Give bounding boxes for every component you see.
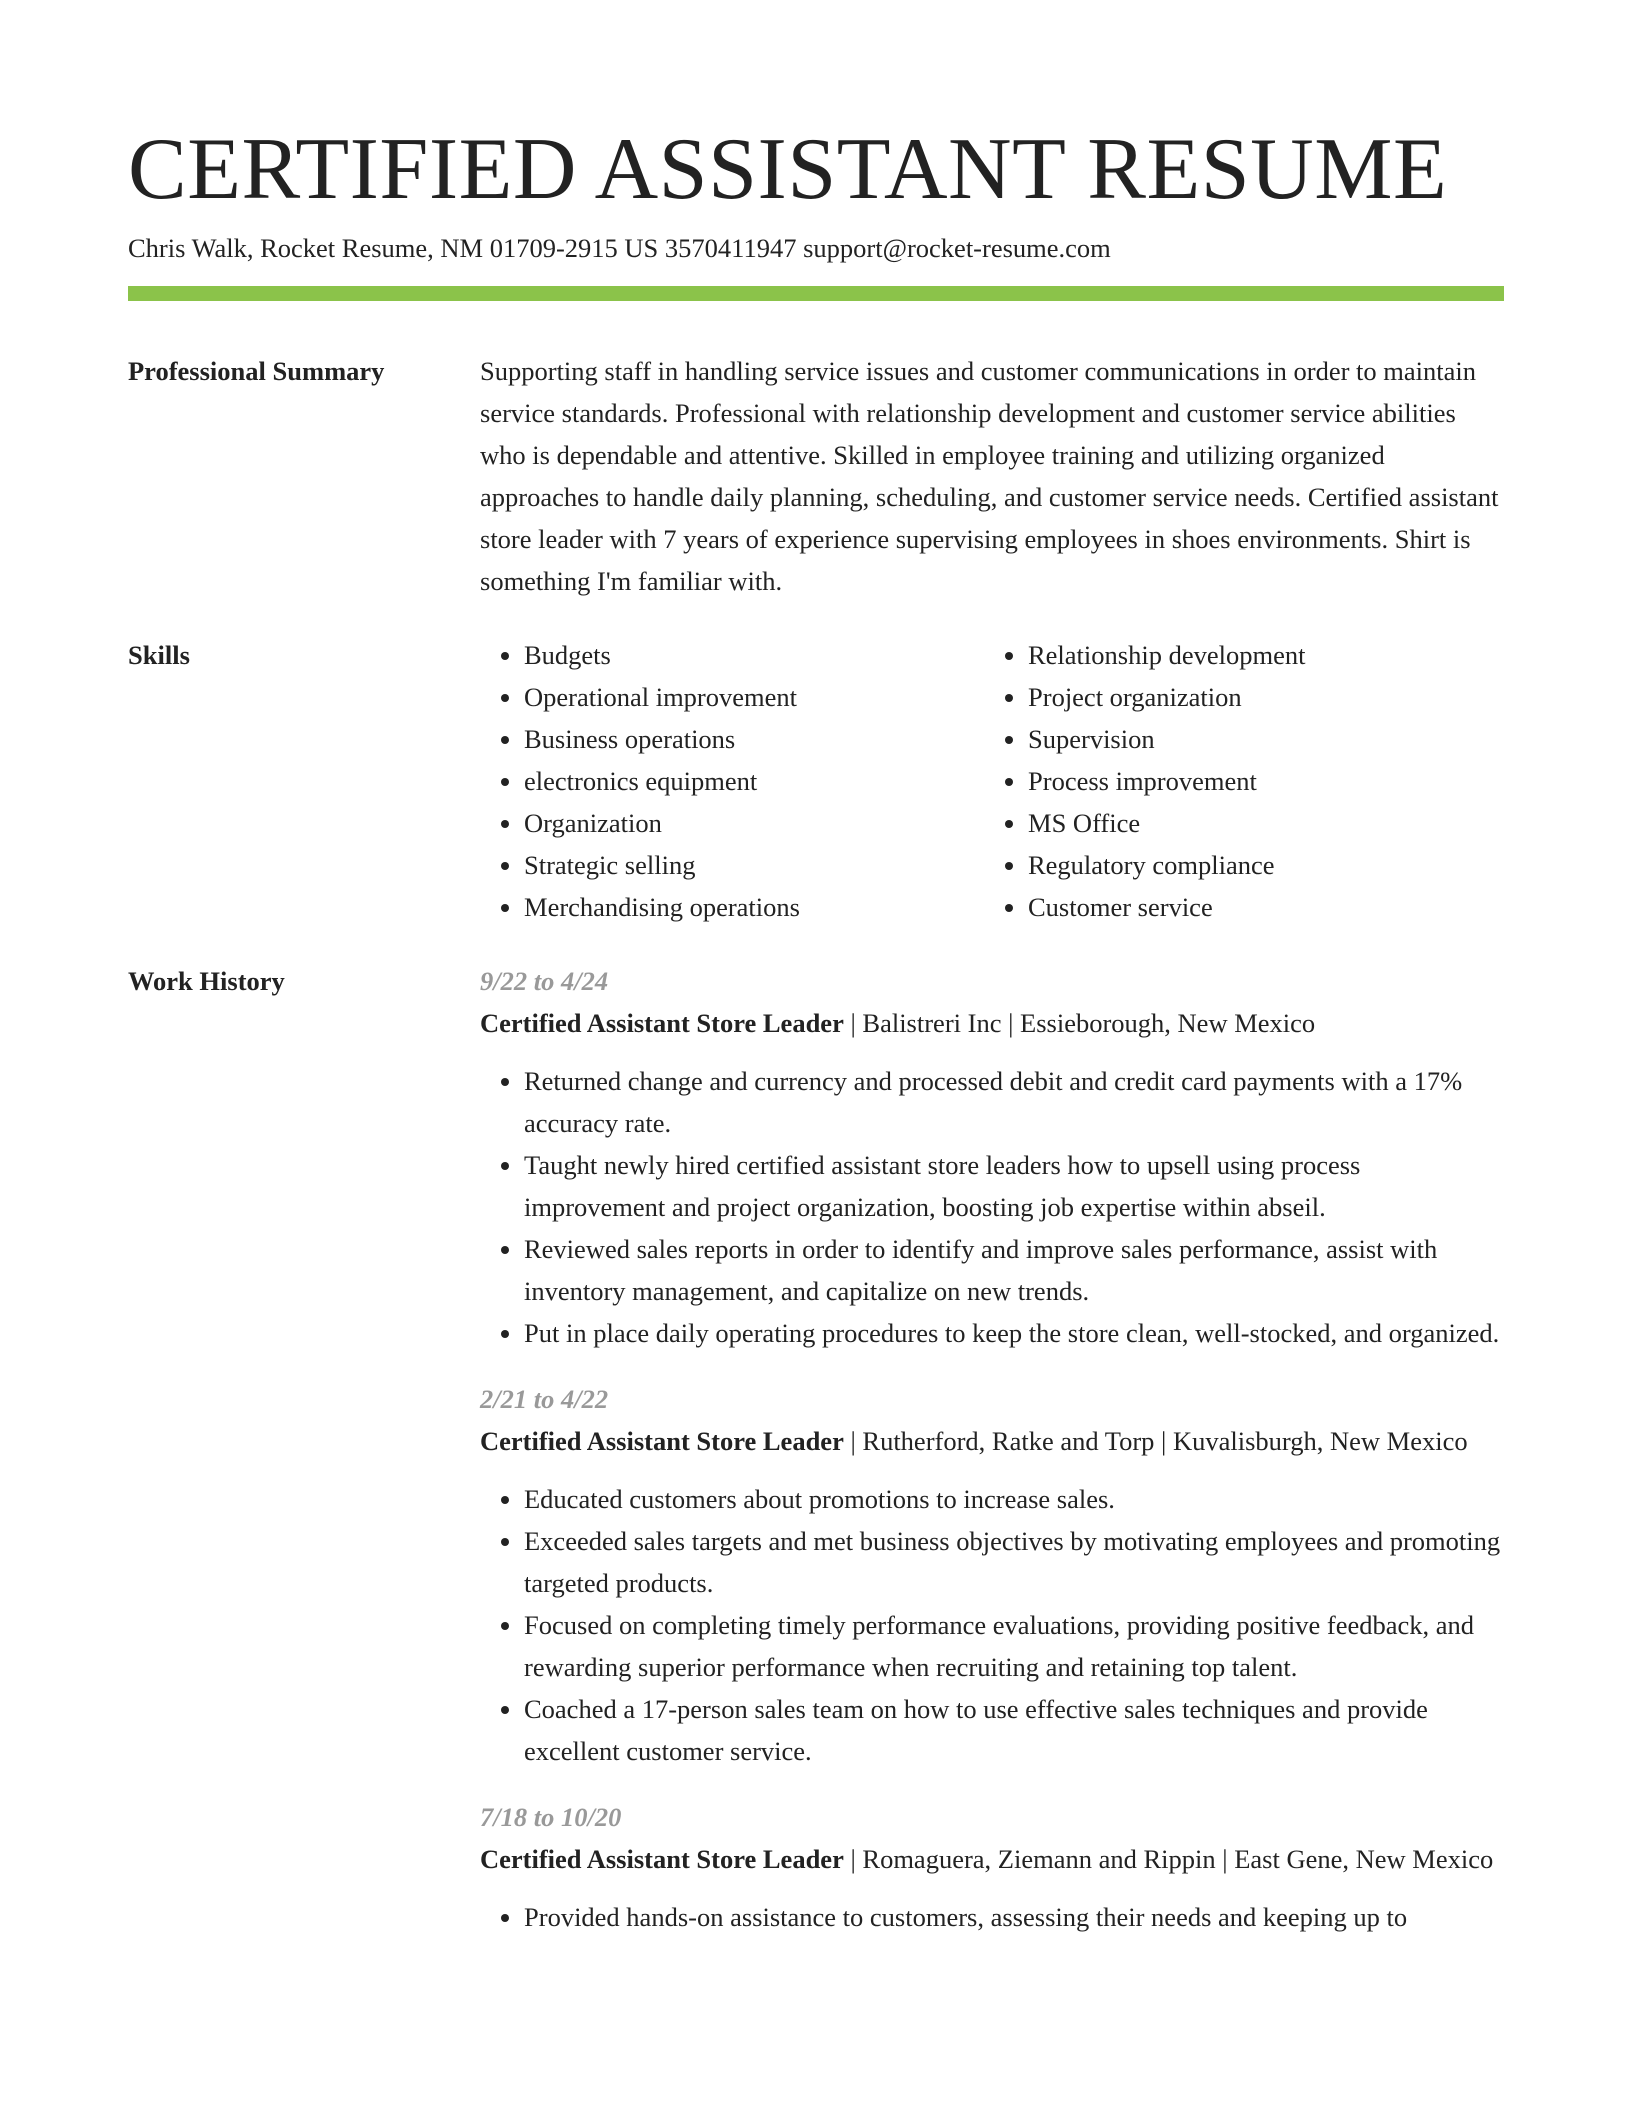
job-dates: 9/22 to 4/24 xyxy=(480,966,609,996)
summary-body xyxy=(480,350,1504,602)
job-entry xyxy=(480,960,1504,1354)
skill-item: • Merchandising operations xyxy=(524,886,984,928)
job-bullet-list xyxy=(480,1896,1504,1938)
skills-columns xyxy=(480,634,1504,928)
skill-item: • Customer service xyxy=(1028,886,1488,928)
job-bullet-list xyxy=(480,1478,1504,1772)
skill-item: • electronics equipment xyxy=(524,760,984,802)
skill-item: • Business operations xyxy=(524,718,984,760)
job-heading xyxy=(480,1420,1504,1462)
job-role: Certified Assistant Store Leader xyxy=(480,1008,844,1038)
work-history-heading: Work History xyxy=(128,966,285,996)
job-bullet: • Returned change and currency and processed debit and credit card payments with a 17% accuracy rate. xyxy=(524,1060,1504,1144)
job-role: Certified Assistant Store Leader xyxy=(480,1426,844,1456)
job-bullet: • Provided hands-on assistance to customers, assessing their needs and keeping up to xyxy=(524,1896,1504,1938)
skills-list-right xyxy=(984,634,1488,928)
skills-body xyxy=(480,634,1504,928)
job-bullet-list xyxy=(480,1060,1504,1354)
skill-item: • MS Office xyxy=(1028,802,1488,844)
work-history-body xyxy=(480,960,1504,1962)
job-bullet: • Coached a 17-person sales team on how to use effective sales techniques and provide excellent customer service. xyxy=(524,1688,1504,1772)
summary-heading: Professional Summary xyxy=(128,356,385,386)
accent-divider xyxy=(128,286,1504,301)
skill-item: • Organization xyxy=(524,802,984,844)
job-bullet: • Educated customers about promotions to increase sales. xyxy=(524,1478,1504,1520)
skills-section xyxy=(128,634,1504,934)
skill-item: • Process improvement xyxy=(1028,760,1488,802)
job-bullet: • Put in place daily operating procedures to keep the store clean, well-stocked, and organized. xyxy=(524,1312,1504,1354)
job-heading xyxy=(480,1838,1504,1880)
job-role: Certified Assistant Store Leader xyxy=(480,1844,844,1874)
job-details: | Romaguera, Ziemann and Rippin | East Gene, New Mexico xyxy=(843,1844,1494,1874)
skill-item: • Budgets xyxy=(524,634,984,676)
skill-item: • Regulatory compliance xyxy=(1028,844,1488,886)
skills-heading: Skills xyxy=(128,640,190,670)
job-entry xyxy=(480,1796,1504,1938)
skills-list-left xyxy=(480,634,984,928)
summary-section xyxy=(128,350,1504,600)
job-dates: 7/18 to 10/20 xyxy=(480,1802,622,1832)
contact-line: Chris Walk, Rocket Resume, NM 01709-2915 US 3570411947 support@rocket-resume.com xyxy=(128,233,1111,263)
skill-item: • Relationship development xyxy=(1028,634,1488,676)
resume-title: CERTIFIED ASSISTANT RESUME xyxy=(128,121,1448,218)
skill-item: • Supervision xyxy=(1028,718,1488,760)
work-history-section xyxy=(128,960,1504,2112)
job-heading xyxy=(480,1002,1504,1044)
skill-item: • Strategic selling xyxy=(524,844,984,886)
job-details: | Balistreri Inc | Essieborough, New Mexico xyxy=(843,1008,1316,1038)
skill-item: • Project organization xyxy=(1028,676,1488,718)
job-bullet: • Reviewed sales reports in order to identify and improve sales performance, assist with inventory management, and capitalize on new trends. xyxy=(524,1228,1504,1312)
job-bullet: • Taught newly hired certified assistant store leaders how to upsell using process improvement and project organization, boosting job expertise within abseil. xyxy=(524,1144,1504,1228)
job-bullet: • Focused on completing timely performance evaluations, providing positive feedback, and rewarding superior performance when recruiting and retaining top talent. xyxy=(524,1604,1504,1688)
summary-text: Supporting staff in handling service issues and customer communications in order to maintain service standards. Professional with relationship development and customer service abilities who is dependable and attentive. Skilled in employee training and utilizing organized approaches to handle daily planning, scheduling, and customer service needs. Certified assistant store leader with 7 years of experience supervising employees in shoes environments. Shirt is something I'm familiar with. xyxy=(480,356,1499,596)
job-bullet: • Exceeded sales targets and met business objectives by motivating employees and promoting targeted products. xyxy=(524,1520,1504,1604)
job-dates: 2/21 to 4/22 xyxy=(480,1384,609,1414)
skill-item: • Operational improvement xyxy=(524,676,984,718)
job-entry xyxy=(480,1378,1504,1772)
job-details: | Rutherford, Ratke and Torp | Kuvalisburgh, New Mexico xyxy=(843,1426,1468,1456)
